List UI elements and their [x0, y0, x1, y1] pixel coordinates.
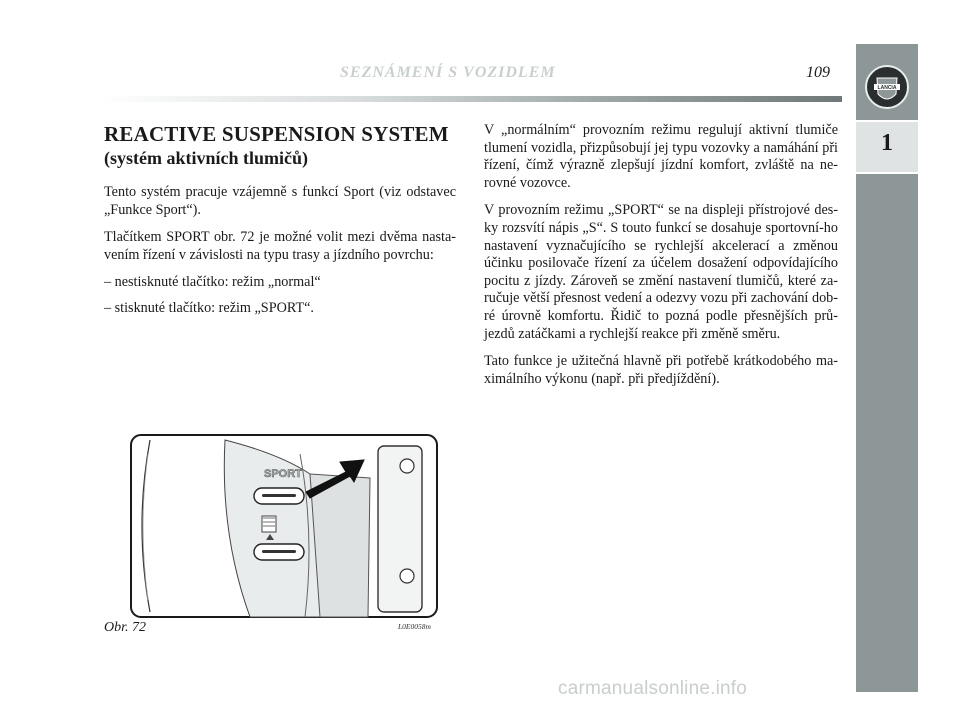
paragraph: V provozním režimu „SPORT“ se na displeji přístrojové des-ky rozsvítí nápis „S“. S touto funkcí se dosahuje sportovní-ho nastavení vyznačujícího se rychlejší akcelerací a změnou účinku posilovače řízení za účelem dosažení odpovídajícího pocitu z jízdy. Zároveň se změní nastavení tlumičů, které za-ručuje větší přesnost vedení a odezvy vozu při zachování dob-ré úrovně komfortu. Řidič to pozná podle přesnějších prů-jezdů zatáčkami a rychlejší reakce při změně směru. — [484, 202, 838, 342]
list-item: – stisknuté tlačítko: režim „SPORT“. — [104, 299, 314, 316]
figure-code: L0E0058m — [398, 622, 431, 631]
watermark: carmanualsonline.info — [558, 678, 748, 699]
left-column — [104, 122, 456, 326]
figure-sport-button — [130, 434, 438, 618]
chapter-number: 1 — [881, 130, 893, 156]
header-rule — [100, 96, 842, 102]
section-title: REACTIVE SUSPENSION SYSTEM — [104, 122, 449, 146]
right-column — [484, 122, 838, 398]
list-item: – nestisknuté tlačítko: režim „normal“ — [104, 274, 321, 291]
logo-text: LANCIA — [877, 85, 897, 91]
sport-button-label: SPORT — [264, 468, 302, 480]
running-head: SEZNÁMENÍ S VOZIDLEM — [340, 64, 556, 81]
page-number: 109 — [806, 64, 830, 81]
figure-caption: Obr. 72 — [104, 620, 147, 635]
paragraph: Tato funkce je užitečná hlavně při potřebě krátkodobého ma-ximálního výkonu (např. při předjíždění). — [484, 353, 838, 387]
lancia-logo-icon — [864, 64, 910, 110]
section-subtitle: (systém aktivních tlumičů) — [104, 148, 308, 168]
paragraph: Tlačítkem SPORT obr. 72 je možné volit mezi dvěma nasta-vením řízení v závislosti na typu trasy a jízdního povrchu: — [104, 229, 456, 263]
paragraph: Tento systém pracuje vzájemně s funkcí Sport (viz odstavec „Funkce Sport“). — [104, 184, 456, 218]
paragraph: V „normálním“ provozním režimu regulují aktivní tlumiče tlumení vozidla, přizpůsobují jej typu vozovky a namáhání při řízení, čímž výrazně zlepšují jízdní komfort, zvláště na ne-rovné vozovce. — [484, 122, 838, 191]
